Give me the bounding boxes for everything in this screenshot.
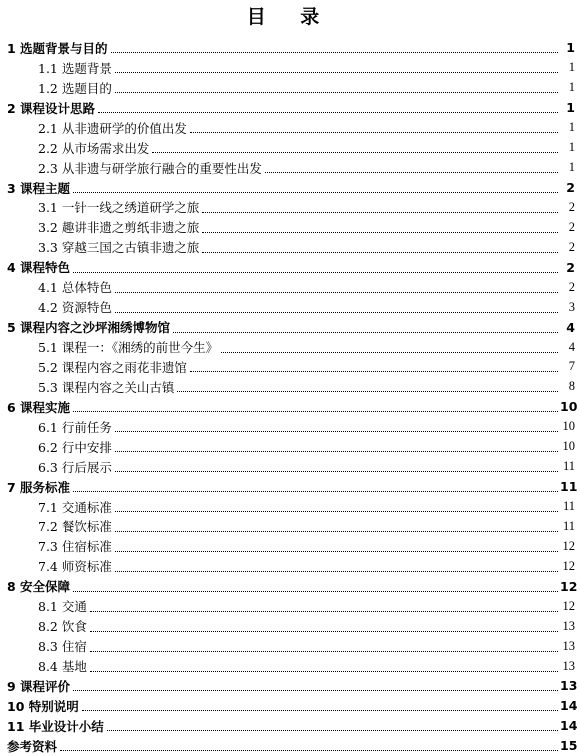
dot-leader — [107, 730, 558, 731]
toc-page-number: 11 — [562, 518, 575, 533]
toc-section-entry[interactable] — [0, 118, 580, 138]
dot-leader — [90, 631, 558, 632]
toc-page-number: 1 — [566, 100, 575, 116]
toc-chapter-entry[interactable] — [0, 317, 580, 337]
dot-leader — [115, 531, 558, 532]
toc-page-number: 1 — [568, 120, 575, 135]
dot-leader — [115, 312, 558, 313]
toc-section-entry[interactable] — [0, 536, 580, 556]
toc-entry-label: 7.1 交通标准 — [38, 499, 112, 515]
toc-entry-label: 3.1 一针一线之绣道研学之旅 — [38, 200, 200, 216]
toc-page-number: 13 — [560, 678, 578, 694]
toc-page-number: 14 — [560, 718, 578, 734]
toc-entry-label: 10 特别说明 — [7, 698, 79, 714]
toc-entry-label: 2.3 从非遗与研学旅行融合的重要性出发 — [38, 160, 262, 176]
dot-leader — [73, 591, 558, 592]
toc-chapter-entry[interactable] — [0, 397, 580, 417]
toc-chapter-entry[interactable] — [0, 716, 580, 736]
dot-leader — [73, 690, 558, 691]
dot-leader — [82, 710, 558, 711]
dot-leader — [173, 332, 558, 333]
toc-page-number: 2 — [568, 219, 575, 234]
dot-leader — [115, 451, 558, 452]
toc-entry-label: 4 课程特色 — [7, 260, 71, 276]
dot-leader — [202, 212, 558, 213]
dot-leader — [221, 352, 558, 353]
toc-title: 目 录 — [246, 6, 334, 28]
toc-entry-label: 11 毕业设计小结 — [7, 718, 104, 734]
toc-section-entry[interactable] — [0, 277, 580, 297]
toc-chapter-entry[interactable] — [0, 98, 580, 118]
toc-entry-label: 参考资料 — [7, 738, 58, 754]
toc-page-number: 12 — [562, 538, 575, 553]
toc-entry-label: 3.2 趣讲非遗之剪纸非遗之旅 — [38, 220, 200, 236]
toc-entry-label: 1.2 选题目的 — [38, 80, 112, 96]
table-of-contents — [0, 38, 580, 756]
toc-entry-label: 8.3 住宿 — [38, 639, 87, 655]
toc-entry-label: 8.2 饮食 — [38, 619, 87, 635]
toc-page-number: 11 — [562, 459, 575, 474]
toc-page-number: 11 — [562, 499, 575, 514]
toc-section-entry[interactable] — [0, 78, 580, 98]
toc-page-number: 8 — [568, 379, 575, 394]
toc-page-number: 4 — [566, 319, 575, 335]
toc-section-entry[interactable] — [0, 237, 580, 257]
toc-entry-label: 1.1 选题背景 — [38, 60, 112, 76]
toc-section-entry[interactable] — [0, 636, 580, 656]
dot-leader — [202, 252, 558, 253]
dot-leader — [115, 471, 558, 472]
toc-page-number: 4 — [568, 339, 575, 354]
dot-leader — [152, 152, 558, 153]
toc-page-number: 2 — [568, 239, 575, 254]
toc-chapter-entry[interactable] — [0, 477, 580, 497]
dot-leader — [60, 750, 558, 751]
dot-leader — [177, 391, 558, 392]
toc-entry-label: 4.1 总体特色 — [38, 280, 112, 296]
toc-entry-label: 7.4 师资标准 — [38, 559, 112, 575]
toc-entry-label: 5.2 课程内容之雨花非遗馆 — [38, 359, 187, 375]
toc-entry-label: 4.2 资源特色 — [38, 300, 112, 316]
toc-entry-label: 7 服务标准 — [7, 479, 71, 495]
toc-page-number: 2 — [566, 259, 575, 275]
toc-section-entry[interactable] — [0, 138, 580, 158]
dot-leader — [115, 551, 558, 552]
toc-section-entry[interactable] — [0, 457, 580, 477]
toc-page-number: 2 — [566, 180, 575, 196]
toc-section-entry[interactable] — [0, 417, 580, 437]
toc-chapter-entry[interactable] — [0, 696, 580, 716]
toc-page-number: 12 — [560, 578, 578, 594]
toc-entry-label: 7.3 住宿标准 — [38, 539, 112, 555]
dot-leader — [73, 192, 558, 193]
dot-leader — [190, 371, 558, 372]
toc-page-number: 15 — [560, 738, 578, 754]
dot-leader — [90, 671, 558, 672]
toc-page-number: 1 — [568, 160, 575, 175]
toc-chapter-entry[interactable] — [0, 736, 580, 756]
toc-entry-label: 2.2 从市场需求出发 — [38, 140, 150, 156]
toc-chapter-entry[interactable] — [0, 178, 580, 198]
toc-section-entry[interactable] — [0, 198, 580, 218]
toc-page-number: 13 — [562, 638, 575, 653]
toc-page-number: 14 — [560, 698, 578, 714]
toc-entry-label: 3 课程主题 — [7, 180, 71, 196]
dot-leader — [115, 292, 558, 293]
toc-section-entry[interactable] — [0, 217, 580, 237]
toc-page-number: 13 — [562, 618, 575, 633]
toc-entry-label: 6.1 行前任务 — [38, 419, 112, 435]
toc-section-entry[interactable] — [0, 58, 580, 78]
toc-page-number: 12 — [562, 558, 575, 573]
toc-page-number: 2 — [568, 199, 575, 214]
toc-entry-label: 5.3 课程内容之关山古镇 — [38, 379, 175, 395]
toc-page-number: 11 — [560, 479, 578, 495]
toc-entry-label: 3.3 穿越三国之古镇非遗之旅 — [38, 240, 200, 256]
toc-section-entry[interactable] — [0, 357, 580, 377]
toc-page-number: 1 — [568, 60, 575, 75]
toc-page-number: 10 — [562, 439, 575, 454]
toc-entry-label: 6 课程实施 — [7, 399, 71, 415]
toc-entry-label: 1 选题背景与目的 — [7, 40, 108, 56]
toc-page-number: 12 — [562, 598, 575, 613]
dot-leader — [73, 491, 558, 492]
dot-leader — [115, 72, 558, 73]
toc-entry-label: 8.4 基地 — [38, 659, 87, 675]
toc-entry-label: 5.1 课程一：《湘绣的前世今生》 — [38, 340, 219, 356]
dot-leader — [98, 112, 558, 113]
toc-section-entry[interactable] — [0, 556, 580, 576]
dot-leader — [202, 232, 558, 233]
dot-leader — [115, 92, 558, 93]
toc-section-entry[interactable] — [0, 158, 580, 178]
toc-entry-label: 6.2 行中安排 — [38, 439, 112, 455]
toc-entry-label: 8.1 交通 — [38, 599, 87, 615]
toc-entry-label: 2.1 从非遗研学的价值出发 — [38, 120, 187, 136]
toc-page-number: 1 — [568, 80, 575, 95]
toc-page-number: 1 — [568, 140, 575, 155]
toc-section-entry[interactable] — [0, 517, 580, 537]
toc-page-number: 1 — [566, 40, 575, 56]
toc-entry-label: 6.3 行后展示 — [38, 459, 112, 475]
toc-entry-label: 7.2 餐饮标准 — [38, 519, 112, 535]
dot-leader — [190, 132, 558, 133]
toc-page-number: 2 — [568, 279, 575, 294]
dot-leader — [115, 571, 558, 572]
toc-section-entry[interactable] — [0, 596, 580, 616]
toc-section-entry[interactable] — [0, 497, 580, 517]
toc-chapter-entry[interactable] — [0, 676, 580, 696]
toc-section-entry[interactable] — [0, 377, 580, 397]
dot-leader — [115, 431, 558, 432]
dot-leader — [73, 272, 558, 273]
toc-page-number: 10 — [560, 399, 578, 415]
toc-section-entry[interactable] — [0, 616, 580, 636]
toc-page-number: 10 — [562, 419, 575, 434]
dot-leader — [111, 52, 558, 53]
dot-leader — [115, 511, 558, 512]
toc-section-entry[interactable] — [0, 656, 580, 676]
toc-page-number: 3 — [568, 299, 575, 314]
toc-section-entry[interactable] — [0, 337, 580, 357]
dot-leader — [73, 411, 558, 412]
toc-entry-label: 2 课程设计思路 — [7, 100, 96, 116]
toc-section-entry[interactable] — [0, 437, 580, 457]
dot-leader — [265, 172, 558, 173]
toc-entry-label: 9 课程评价 — [7, 678, 71, 694]
toc-chapter-entry[interactable] — [0, 576, 580, 596]
dot-leader — [90, 651, 558, 652]
toc-page-number: 13 — [562, 658, 575, 673]
toc-section-entry[interactable] — [0, 297, 580, 317]
toc-entry-label: 5 课程内容之沙坪湘绣博物馆 — [7, 320, 171, 336]
toc-chapter-entry[interactable] — [0, 257, 580, 277]
toc-entry-label: 8 安全保障 — [7, 579, 71, 595]
dot-leader — [90, 611, 558, 612]
toc-page-number: 7 — [568, 359, 575, 374]
toc-chapter-entry[interactable] — [0, 38, 580, 58]
